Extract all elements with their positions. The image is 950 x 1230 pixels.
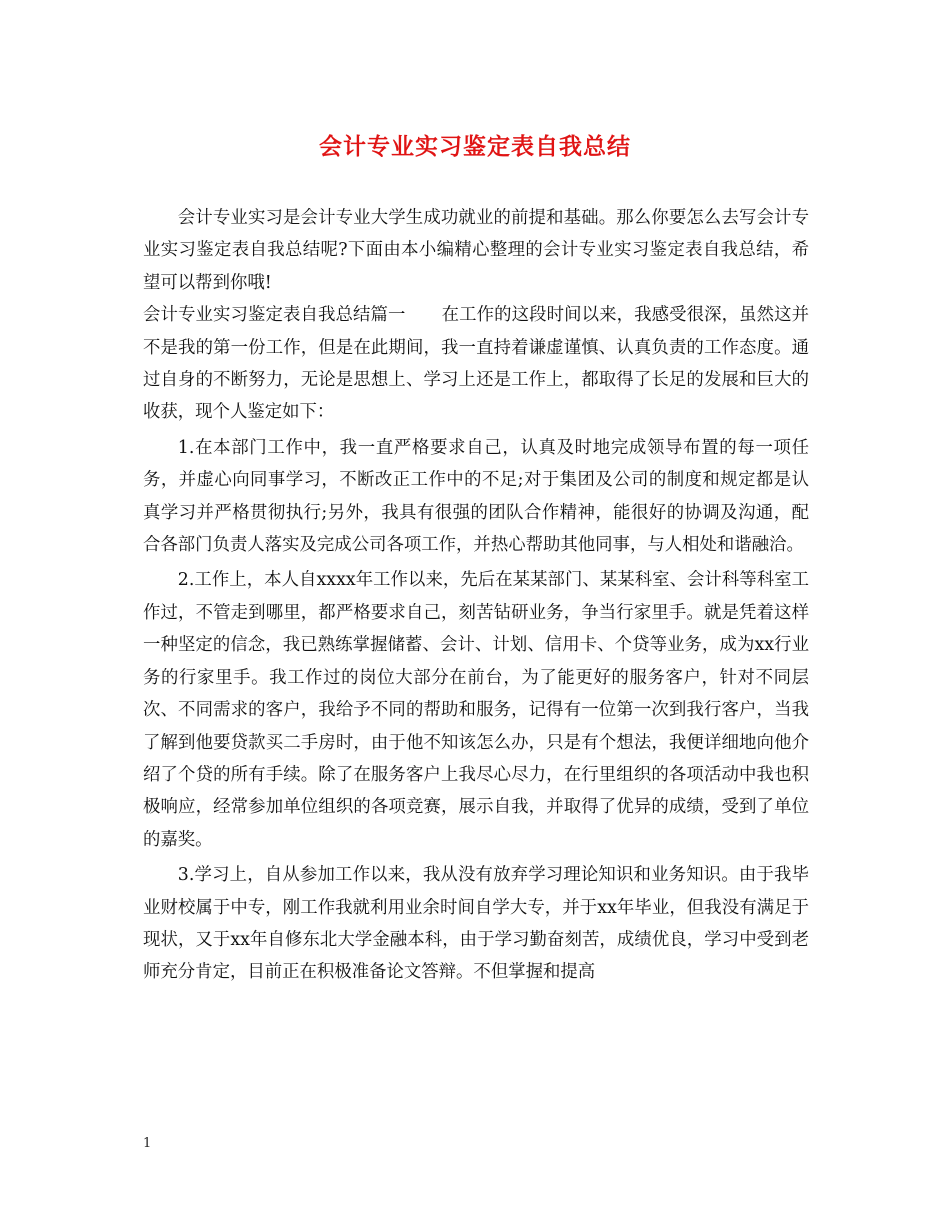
point-paragraph-2: 2.工作上，本人自xxxx年工作以来，先后在某某部门、某某科室、会计科等科室工作过，不管走到哪里，都严格要求自己，刻苦钻研业务，争当行家里手。就是凭着这样一种坚定的信念，我已熟练掌握储蓄、会计、计划、信用卡、个贷等业务，成为xx行业务的行家里手。我工作过的岗位大部分在前台，为了能更好的服务客户，针对不同层次、不同需求的客户，我给予不同的帮助和服务，记得有一位第一次到我行客户，当我了解到他要贷款买二手房时，由于他不知该怎么办，只是有个想法，我便详细地向他介绍了个贷的所有手续。除了在服务客户上我尽心尽力，在行里组织的各项活动中我也积极响应，经常参加单位组织的各项竞赛，展示自我，并取得了优异的成绩，受到了单位的嘉奖。 <box>143 570 809 850</box>
document-title: 会计专业实习鉴定表自我总结 <box>319 134 631 160</box>
document-body <box>143 202 809 989</box>
section-heading: 会计专业实习鉴定表自我总结篇一 <box>143 305 406 326</box>
point-paragraph-3: 3.学习上，自从参加工作以来，我从没有放弃学习理论知识和业务知识。由于我毕业财校属于中专，刚工作我就利用业余时间自学大专，并于xx年毕业，但我没有满足于现状，又于xx年自修东北大学金融本科，由于学习勤奋刻苦，成绩优良，学习中受到老师充分肯定，目前正在积极准备论文答辩。不但掌握和提高 <box>143 865 809 983</box>
intro-paragraph: 会计专业实习是会计专业大学生成功就业的前提和基础。那么你要怎么去写会计专业实习鉴定表自我总结呢?下面由本小编精心整理的会计专业实习鉴定表自我总结，希望可以帮到你哦! <box>143 208 809 293</box>
section-lead: 在工作的这段时间以来，我感受很深，虽然这并不是我的第一份工作，但是在此期间，我一直持着谦虚谨慎、认真负责的工作态度。通过自身的不断努力，无论是思想上、学习上还是工作上，都取得了长足的发展和巨大的收获，现个人鉴定如下： <box>143 305 809 423</box>
point-paragraph-1: 1.在本部门工作中，我一直严格要求自己，认真及时地完成领导布置的每一项任务，并虚心向同事学习，不断改正工作中的不足;对于集团及公司的制度和规定都是认真学习并严格贯彻执行;另外，我具有很强的团队合作精神，能很好的协调及沟通，配合各部门负责人落实及完成公司各项工作，并热心帮助其他同事，与人相处和谐融洽。 <box>143 437 809 556</box>
page-number: 1 <box>143 1136 152 1151</box>
section-paragraph <box>143 299 809 429</box>
